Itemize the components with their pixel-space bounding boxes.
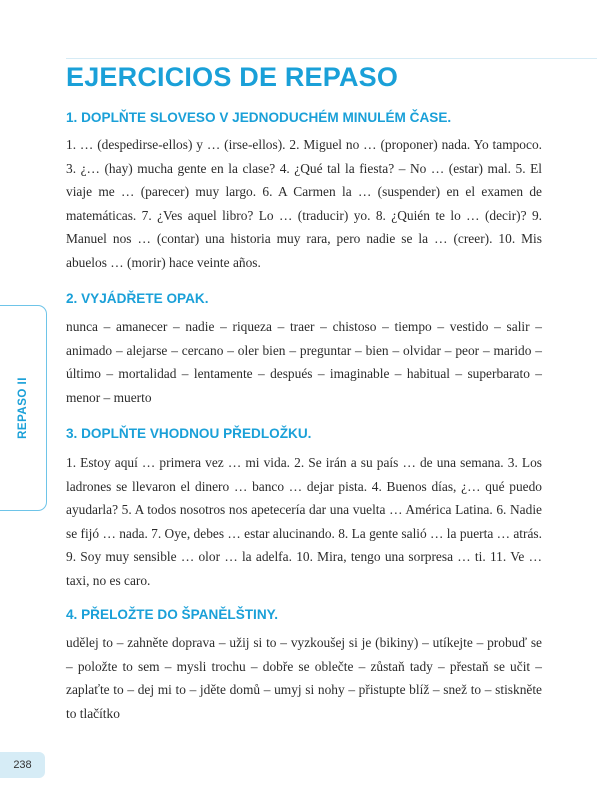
page-title: EJERCICIOS DE REPASO	[66, 62, 399, 92]
section-4-heading: 4. PŘELOŽTE DO ŠPANĚLŠTINY.	[66, 607, 278, 622]
section-2-text: nunca – amanecer – nadie – riqueza – traer – chistoso – tiempo – vestido – salir – animado – alejarse – cercano – oler bien – preguntar – bien – olvidar – peor – marido – último – mortalidad – lentamente – después – imaginable – habitual – superbarato – menor – muerto	[66, 319, 542, 405]
section-4-text: udělej to – zahněte doprava – užij si to – vyzkoušej si je (bikiny) – utíkejte – probuď se – položte to sem – mysli trochu – dobře se oblečte – zůstaň tady – přestaň se učit – zaplaťte to – dej mi to – jděte domů – umyj si nohy – přistupte blíž – snež to – stiskněte to tlačítko	[66, 635, 542, 721]
section-3-text: 1. Estoy aquí … primera vez … mi vida. 2. Se irán a su país … de una semana. 3. Los ladrones se llevaron el dinero … banco … dejar pista. 4. Buenos días, ¿… qué puedo ayudarla? 5. A todos nosotros nos apetecería dar una vuelta … América Latina. 6. Nadie se fijó … nada. 7. Oye, debes … estar alucinando. 8. La gente salió … la puerta … atrás. 9. Soy muy sensible … olor … la adelfa. 10. Mira, tengo una sorpresa … ti. 11. Ve … taxi, no es caro.	[66, 455, 542, 588]
section-3-heading: 3. DOPLŇTE VHODNOU PŘEDLOŽKU.	[66, 426, 312, 441]
section-1-heading: 1. DOPLŇTE SLOVESO V JEDNODUCHÉM MINULÉM ČASE.	[66, 110, 452, 125]
section-1-text: 1. … (despedirse-ellos) y … (irse-ellos). 2. Miguel no … (proponer) nada. Yo tampoco. 3. ¿… (hay) mucha gente en la clase? 4. ¿Qué tal la fiesta? – No … (estar) mal. 5. El viaje me … (parecer) muy largo. 6. A Carmen la … (suspender) en el examen de matemáticas. 7. ¿Ves aquel libro? Lo … (traducir) yo. 8. ¿Quién te lo … (decir)? 9. Manuel nos … (contar) una historia muy rara, pero nadie se la … (creer). 10. Mis abuelos … (morir) hace veinte años.	[66, 137, 542, 270]
header-rule	[66, 58, 597, 59]
section-2-heading: 2. VYJÁDŘETE OPAK.	[66, 291, 209, 306]
side-tab-label: REPASO II	[17, 377, 29, 439]
page-number: 238	[13, 759, 32, 771]
